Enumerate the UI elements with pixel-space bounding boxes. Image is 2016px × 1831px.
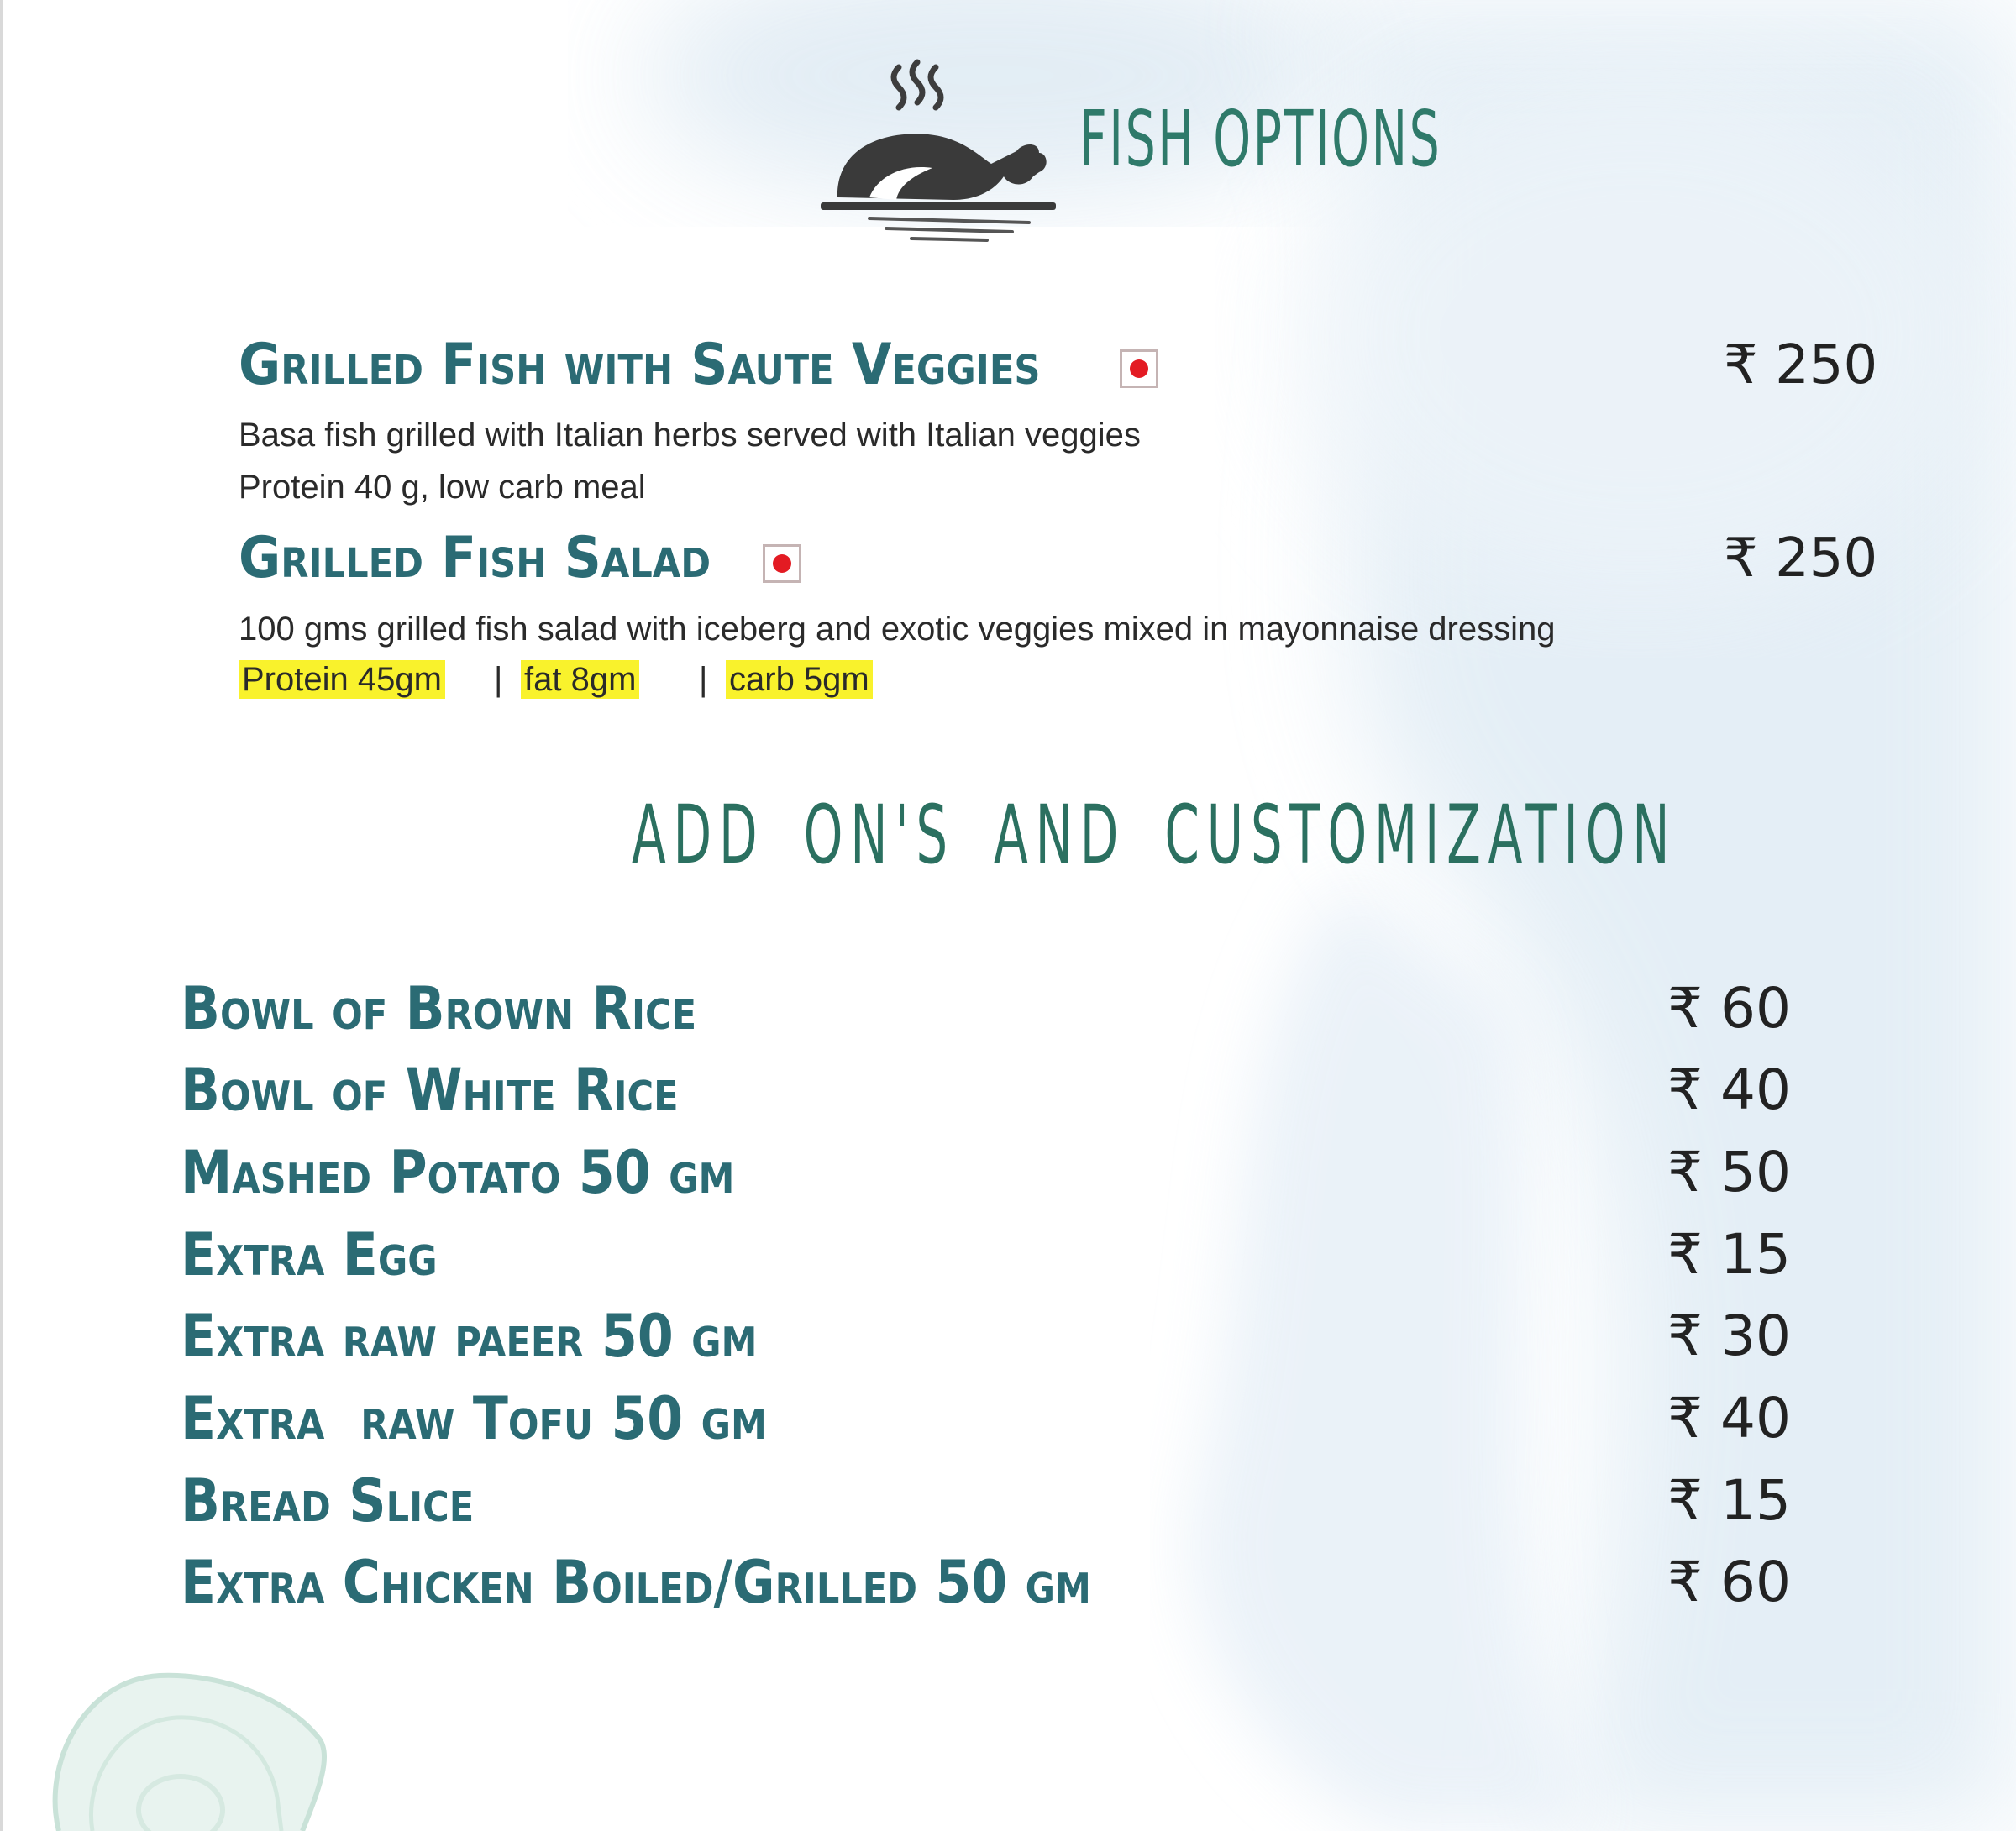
addon-price: ₹ 15 [1667, 1468, 1791, 1533]
macro-separator: | [494, 661, 503, 698]
addon-price: ₹ 60 [1667, 1550, 1791, 1614]
dish-description: 100 gms grilled fish salad with iceberg and exotic veggies mixed in mayonnaise dressing [239, 611, 1556, 648]
addon-name: Extra raw Tofu 50 gm [181, 1384, 767, 1453]
addon-price: ₹ 40 [1667, 1057, 1791, 1122]
dish-description: Basa fish grilled with Italian herbs served with Italian veggies [239, 417, 1141, 454]
fish-options-title: FISH OPTIONS [1079, 94, 1442, 184]
addon-price: ₹ 60 [1667, 976, 1791, 1041]
addons-title: ADD ON'S AND CUSTOMIZATION [632, 788, 1677, 882]
dish-nutrition-note: Protein 40 g, low carb meal [239, 469, 646, 506]
addon-name: Extra Egg [181, 1220, 438, 1289]
addon-name: Bowl of White Rice [181, 1056, 679, 1125]
non-veg-icon [763, 544, 801, 583]
dish-price: ₹ 250 [1724, 527, 1878, 590]
addon-name: Bowl of Brown Rice [181, 974, 697, 1043]
addon-price: ₹ 30 [1667, 1304, 1791, 1368]
roast-chicken-plate-icon [819, 50, 1071, 265]
addon-name: Bread Slice [181, 1466, 475, 1535]
page-edge [0, 0, 3, 1831]
addon-name: Mashed Potato 50 gm [181, 1138, 735, 1207]
addon-name: Extra Chicken Boiled/Grilled 50 gm [181, 1548, 1091, 1617]
addon-price: ₹ 50 [1667, 1140, 1791, 1204]
macro-carb: carb 5gm [726, 660, 873, 699]
macro-fat: fat 8gm [521, 660, 639, 699]
macro-separator: | [699, 661, 708, 698]
non-veg-icon [1120, 349, 1158, 388]
dish-name-grilled-fish-salad: Grilled Fish Salad [239, 525, 711, 591]
macro-protein: Protein 45gm [239, 660, 445, 699]
dish-price: ₹ 250 [1724, 334, 1878, 396]
addon-price: ₹ 40 [1667, 1386, 1791, 1451]
addon-name: Extra raw paeer 50 gm [181, 1302, 758, 1371]
addon-price: ₹ 15 [1667, 1222, 1791, 1287]
dish-name-grilled-fish-saute-veggies: Grilled Fish with Saute Veggies [239, 332, 1041, 398]
avocado-sketch-icon [34, 1663, 336, 1831]
